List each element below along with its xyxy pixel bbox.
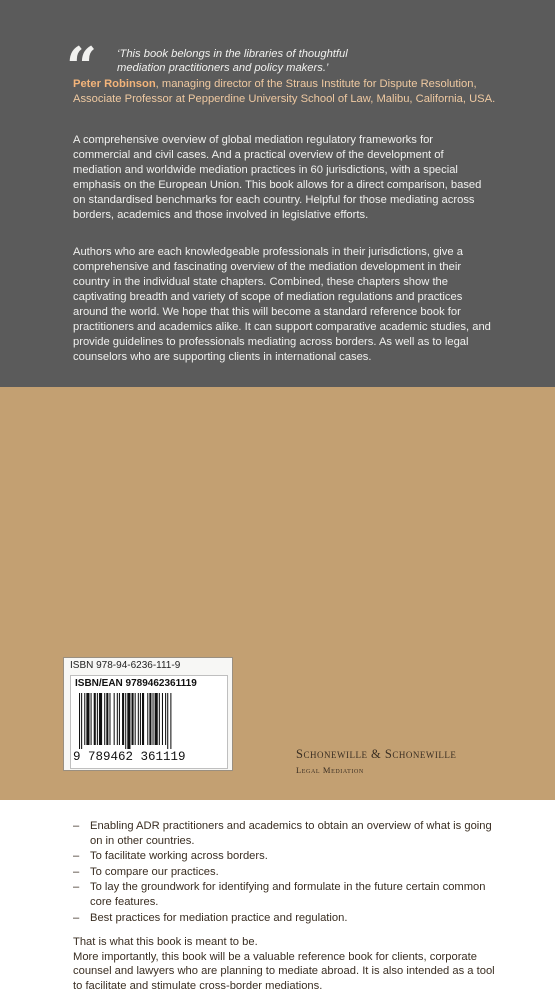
bullet-dash: – [73, 820, 80, 832]
endorsement-quote [117, 47, 487, 75]
goals-list [73, 819, 493, 926]
list-item-text: Best practices for mediation practice and regulation. [90, 911, 348, 924]
publisher-name: Schonewille & Schonewille [296, 747, 457, 761]
bullet-dash: – [73, 850, 80, 863]
closing-text [73, 935, 503, 993]
endorser-name: Peter Robinson [73, 78, 156, 90]
list-item [73, 865, 493, 880]
quote-line-1: ‘This book belongs in the libraries of thoughtful [117, 48, 348, 60]
top-panel [0, 0, 555, 387]
list-item [73, 911, 493, 926]
list-item-text: Enabling ADR practitioners and academics to obtain an overview of what is going on in other countries. [90, 820, 492, 847]
list-item-text: To compare our practices. [90, 865, 219, 878]
quotation-mark-icon: “ [66, 35, 98, 99]
endorser-credentials: , managing director of the Straus Institute for Dispute Resolution, Associate Professor at Pepperdine University School of Law, Malibu, California, USA. [73, 78, 496, 105]
bullet-dash: – [73, 865, 80, 878]
bullet-dash: – [73, 911, 80, 924]
isbn-label: ISBN 978-94-6236-111-9 [70, 660, 181, 671]
closing-line-2: More importantly, this book will be a valuable reference book for clients, corporate counsel and lawyers who are planning to mediate abroad. It is also intended as a tool to facilitate and stimulate cross-border mediations. [73, 950, 495, 992]
list-item-text: To facilitate working across borders. [90, 850, 268, 863]
endorsement-attribution [73, 77, 513, 107]
isbn-ean-label: ISBN/EAN 9789462361119 [75, 678, 197, 689]
barcode-sticker [70, 675, 228, 769]
barcode-digits: 9 789462 361119 [73, 750, 186, 764]
list-item [73, 849, 493, 864]
list-item [73, 819, 493, 848]
closing-line-1: That is what this book is meant to be. [73, 936, 258, 948]
description-paragraph-1: A comprehensive overview of global mediation regulatory frameworks for commercial and civil cases. And a practical overview of the development of mediation and worldwide mediation practices in 60 jurisdictions, with a special emphasis on the European Union. This book allows for a direct comparison, based on standardised benchmarks for each country. Helpful for those mediating across borders, academics and those involved in legislative efforts. [73, 134, 482, 221]
description-paragraph-2: Authors who are each knowledgeable professionals in their jurisdictions, give a comprehensive and fascinating overview of the mediation development in their country in the individual state chapters. Combined, these chapters show the captivating breadth and variety of scope of mediation regulations and practices around the world. We hope that this will become a standard reference book for practitioners and academics alike. It can support comparative academic studies, and provide guidelines to professionals mediating across borders. As well as to legal counselors who are supporting clients in international cases. [73, 246, 491, 363]
barcode-icon [79, 693, 219, 749]
bullet-dash: – [73, 881, 80, 894]
barcode-area [63, 657, 233, 771]
publisher-subtitle: Legal Mediation [296, 765, 364, 775]
list-item [73, 880, 493, 909]
quote-line-2: mediation practitioners and policy makers.’ [117, 62, 329, 74]
list-item-text: To lay the groundwork for identifying and formulate in the future certain common core features. [90, 881, 486, 908]
